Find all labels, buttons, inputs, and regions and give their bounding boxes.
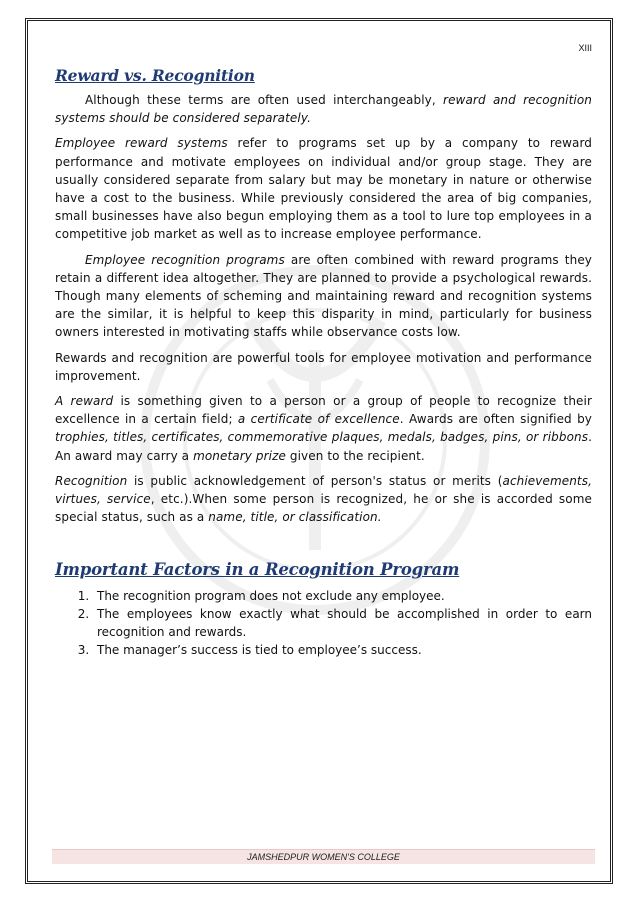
factors-list	[55, 587, 592, 659]
emphasis-text: A reward	[55, 394, 114, 409]
page-number: XIII	[578, 43, 592, 53]
text: is public acknowledgement of person's status or merits (	[127, 473, 503, 488]
text: refer to programs set up by a company to reward performance and motivate employees on individual and/or group stage. They are usually considered separate from salary but may be monetary in nature or otherwise have a cost to the business. While previously considered the area of big companies, small businesses have also begun employing them as a tool to lure top employees in a competitive job market as well as to increase employee performance.	[55, 136, 593, 242]
list-item: 1. The recognition program does not exclude any employee.	[93, 587, 592, 605]
paragraph-motivation: Rewards and recognition are powerful tools for employee motivation and performance improvement.	[55, 350, 592, 383]
emphasis-text: a certificate of excellence	[237, 412, 400, 427]
text: are often combined with reward programs they retain a different idea altogether. They are planned to provide a psychological rewards. Though many elements of scheming and maintaining reward and recognition systems are the similar, it is helpful to keep this disparity in mind, particularly for business owners interested in motivating staffs while observance costs low.	[55, 252, 593, 340]
list-item: 3. The manager’s success is tied to employee’s success.	[93, 641, 592, 659]
emphasis-text: reward and recognition systems should be considered separately.	[55, 93, 592, 126]
text: Although these terms are often used interchangeably,	[85, 93, 444, 107]
emphasis-text: name, title, or classification.	[208, 510, 382, 525]
emphasis-text: achievements, virtues, service	[55, 473, 592, 507]
emphasis-text: monetary prize	[193, 448, 286, 463]
text: . Awards are often signified by	[399, 412, 592, 427]
paragraph-intro	[55, 91, 592, 127]
paragraph-recognition-programs	[55, 251, 592, 342]
section-heading-important-factors: Important Factors in a Recognition Program	[55, 560, 460, 580]
text: . An award may carry a	[55, 430, 592, 463]
paragraph-reward-definition	[55, 392, 592, 465]
text: , etc.).When some person is recognized, he or she is accorded some special status, such as a	[55, 492, 592, 525]
footer-college-name: JAMSHEDPUR WOMEN'S COLLEGE	[52, 849, 595, 864]
list-item: 2. The employees know exactly what should be accomplished in order to earn recognition and rewards.	[93, 605, 592, 641]
emphasis-text: Employee recognition programs	[85, 252, 285, 267]
page-content	[55, 66, 592, 659]
emphasis-text: trophies, titles, certificates, commemorative plaques, medals, badges, pins, or ribbons	[55, 430, 589, 445]
emphasis-text: Employee reward systems	[55, 136, 228, 151]
paragraph-recognition-definition	[55, 472, 592, 527]
text: is something given to a person or a group of people to recognize their excellence in a certain field;	[55, 394, 593, 427]
paragraph-reward-systems	[55, 134, 592, 243]
section-heading-reward-vs-recognition: Reward vs. Recognition	[55, 66, 255, 85]
text: given to the recipient.	[285, 448, 425, 463]
emphasis-text: Recognition	[55, 473, 128, 488]
